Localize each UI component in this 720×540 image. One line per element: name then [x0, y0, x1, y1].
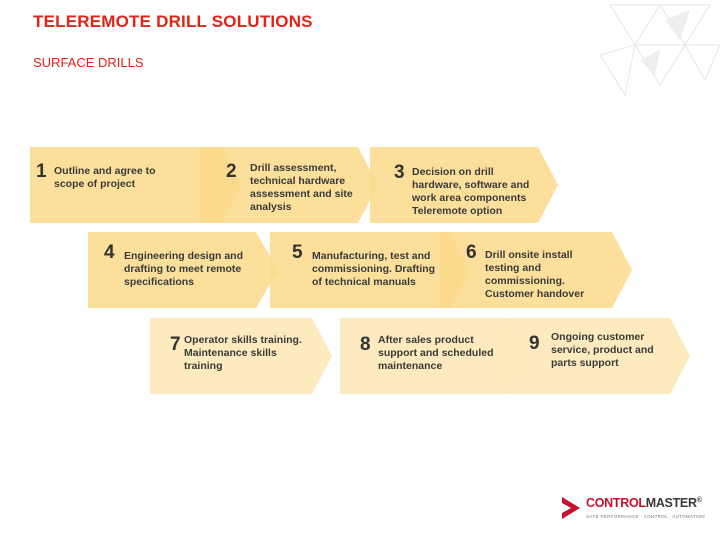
- step-number: 6: [466, 242, 477, 263]
- step-number: 8: [360, 334, 371, 355]
- step-number: 1: [36, 161, 47, 182]
- step-text: Drill assessment, technical hardware assessment and site analysis: [250, 162, 353, 213]
- step-number: 7: [170, 334, 181, 355]
- logo-tagline: SAFE PERFORMANCE · CONTROL · AUTOMATION: [586, 514, 705, 519]
- step-number: 9: [529, 333, 540, 354]
- step-6-arrow: [440, 232, 655, 308]
- logo-name-part1: CONTROL: [586, 496, 646, 510]
- page-title: TELEREMOTE DRILL SOLUTIONS: [33, 12, 313, 31]
- step-9-arrow: [505, 318, 720, 394]
- step-text: Ongoing customer service, product and parts support: [551, 331, 654, 369]
- logo-wordmark: [586, 496, 702, 510]
- step-text: Decision on drill hardware, software and work area components Teleremote option: [412, 166, 530, 217]
- step-text: After sales product support and scheduled maintenance: [378, 334, 494, 372]
- step-number: 5: [292, 242, 303, 263]
- step-number: 4: [104, 242, 115, 263]
- step-number: 2: [226, 161, 237, 182]
- step-text: Engineering design and drafting to meet remote specifications: [124, 250, 244, 288]
- step-number: 3: [394, 162, 405, 183]
- step-text: Outline and agree to scope of project: [54, 165, 156, 190]
- step-text: Manufacturing, test and commissioning. Drafting of technical manuals: [312, 250, 436, 288]
- step-3-arrow: [370, 147, 585, 223]
- logo-trademark: ®: [696, 496, 702, 504]
- controlmaster-logo: [560, 495, 710, 535]
- logo-name-part2: MASTER: [645, 496, 697, 510]
- logo-mark-icon: [560, 495, 582, 521]
- step-text: Operator skills training. Maintenance skills training: [184, 334, 302, 372]
- step-text: Drill onsite install testing and commissioning. Customer handover: [485, 249, 585, 300]
- step-7-arrow: [150, 318, 365, 394]
- page-subtitle: SURFACE DRILLS: [33, 55, 144, 70]
